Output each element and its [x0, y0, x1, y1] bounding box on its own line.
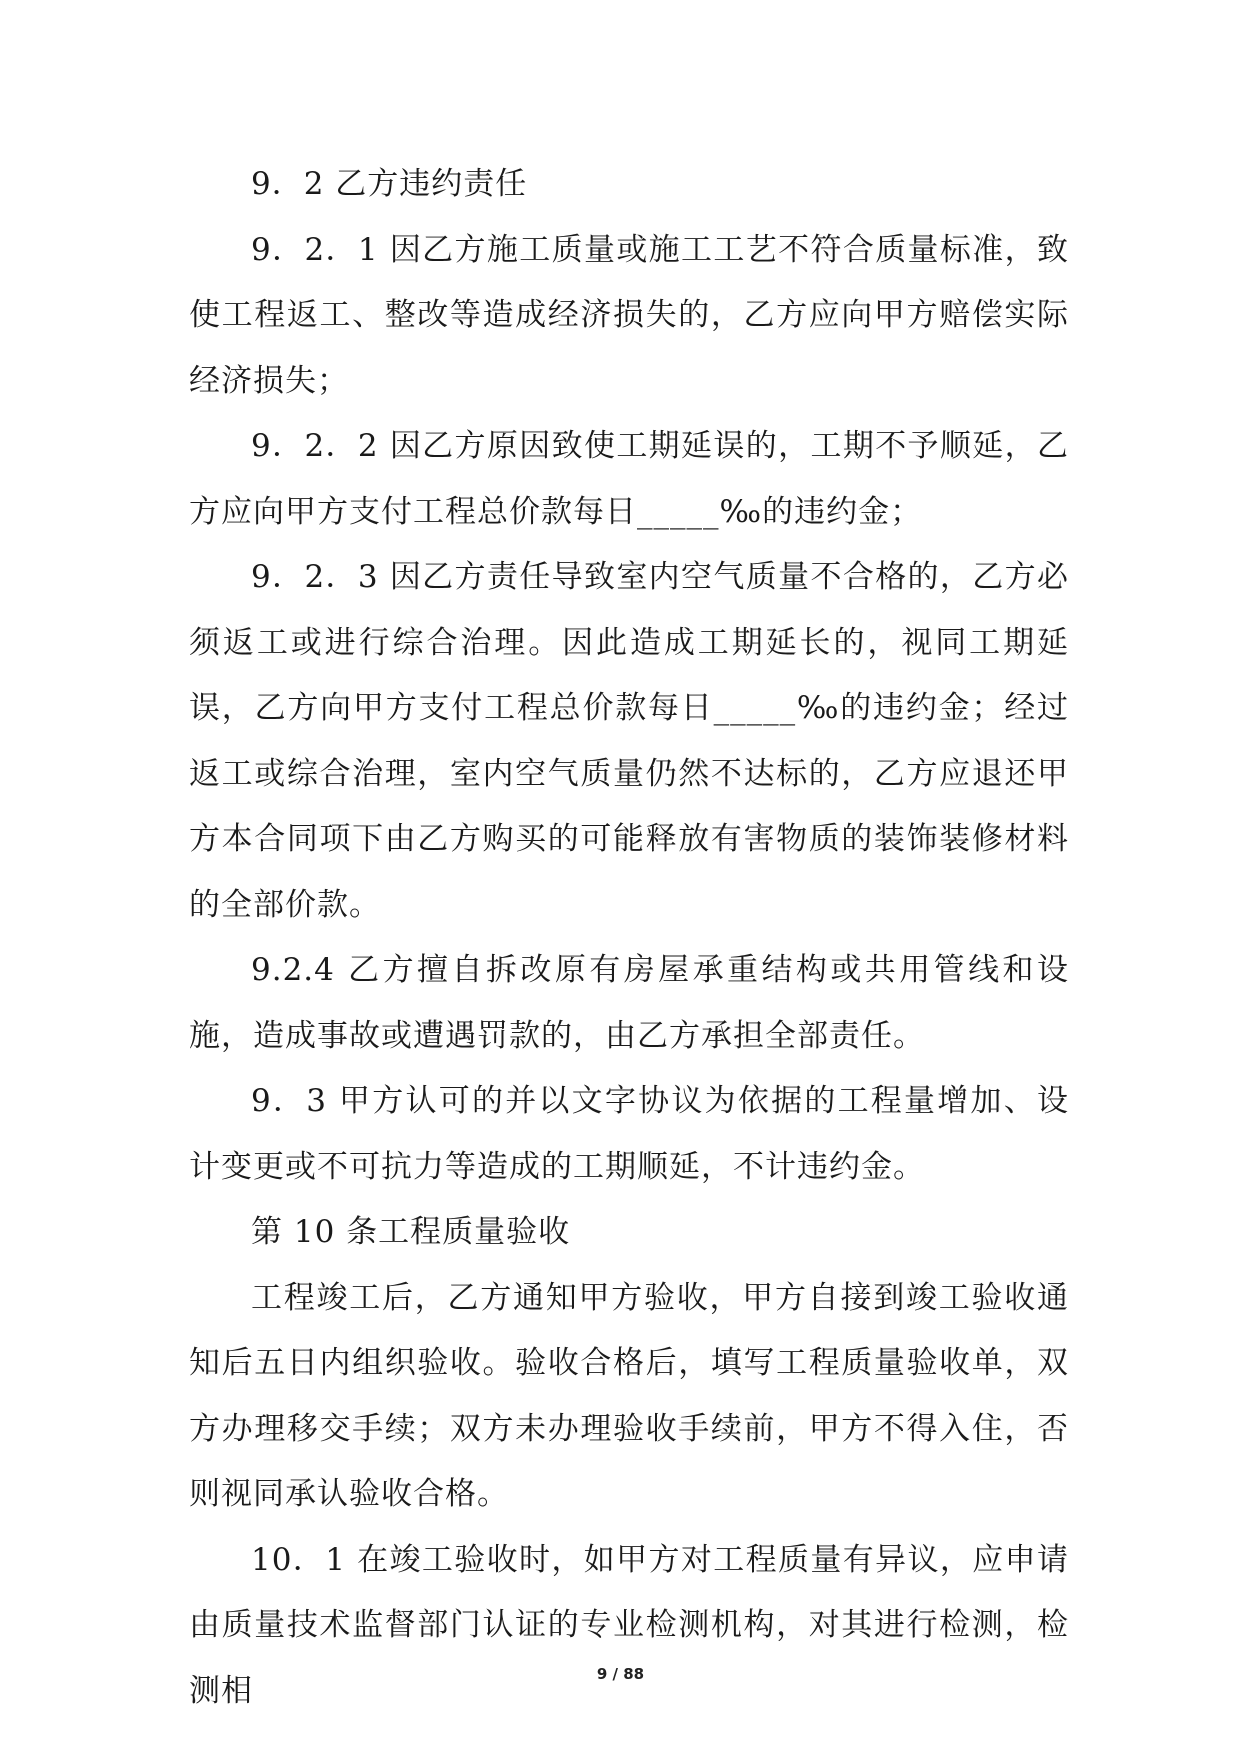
clause-9-2-3: 9．2．3 因乙方责任导致室内空气质量不合格的，乙方必须返工或进行综合治理。因此造成工期延长的，视同工期延误，乙方向甲方支付工程总价款每日_____‰的违约金；经过返工或综合治理，室内空气质量仍然不达标的，乙方应退还甲方本合同项下由乙方购买的可能释放有害物质的装饰装修材料的全部价款。	[189, 559, 1069, 923]
article-10-heading: 第 10 条工程质量验收	[251, 1214, 571, 1250]
clause-9-2-2: 9．2．2 因乙方原因致使工期延误的，工期不予顺延，乙方应向甲方支付工程总价款每日_____‰的违约金；	[189, 428, 1069, 530]
clause-9-2-1: 9．2．1 因乙方施工质量或施工工艺不符合质量标准，致使工程返工、整改等造成经济损失的，乙方应向甲方赔偿实际经济损失；	[189, 231, 1069, 399]
clause-10-1: 10．1 在竣工验收时，如甲方对工程质量有异议，应申请由质量技术监督部门认证的专业检测机构，对其进行检测，检测相	[189, 1541, 1069, 1709]
clause-9-2-4: 9.2.4 乙方擅自拆改原有房屋承重结构或共用管线和设施，造成事故或遭遇罚款的，由乙方承担全部责任。	[189, 952, 1069, 1054]
article-10-intro: 工程竣工后，乙方通知甲方验收，甲方自接到竣工验收通知后五日内组织验收。验收合格后，填写工程质量验收单，双方办理移交手续；双方未办理验收手续前，甲方不得入住，否则视同承认验收合格。	[189, 1279, 1069, 1512]
page-number: 9 / 88	[596, 1665, 645, 1683]
clause-9-3: 9．3 甲方认可的并以文字协议为依据的工程量增加、设计变更或不可抗力等造成的工期顺延，不计违约金。	[189, 1083, 1069, 1185]
document-body	[189, 152, 1069, 1724]
clause-9-2-heading: 9．2 乙方违约责任	[251, 166, 528, 202]
